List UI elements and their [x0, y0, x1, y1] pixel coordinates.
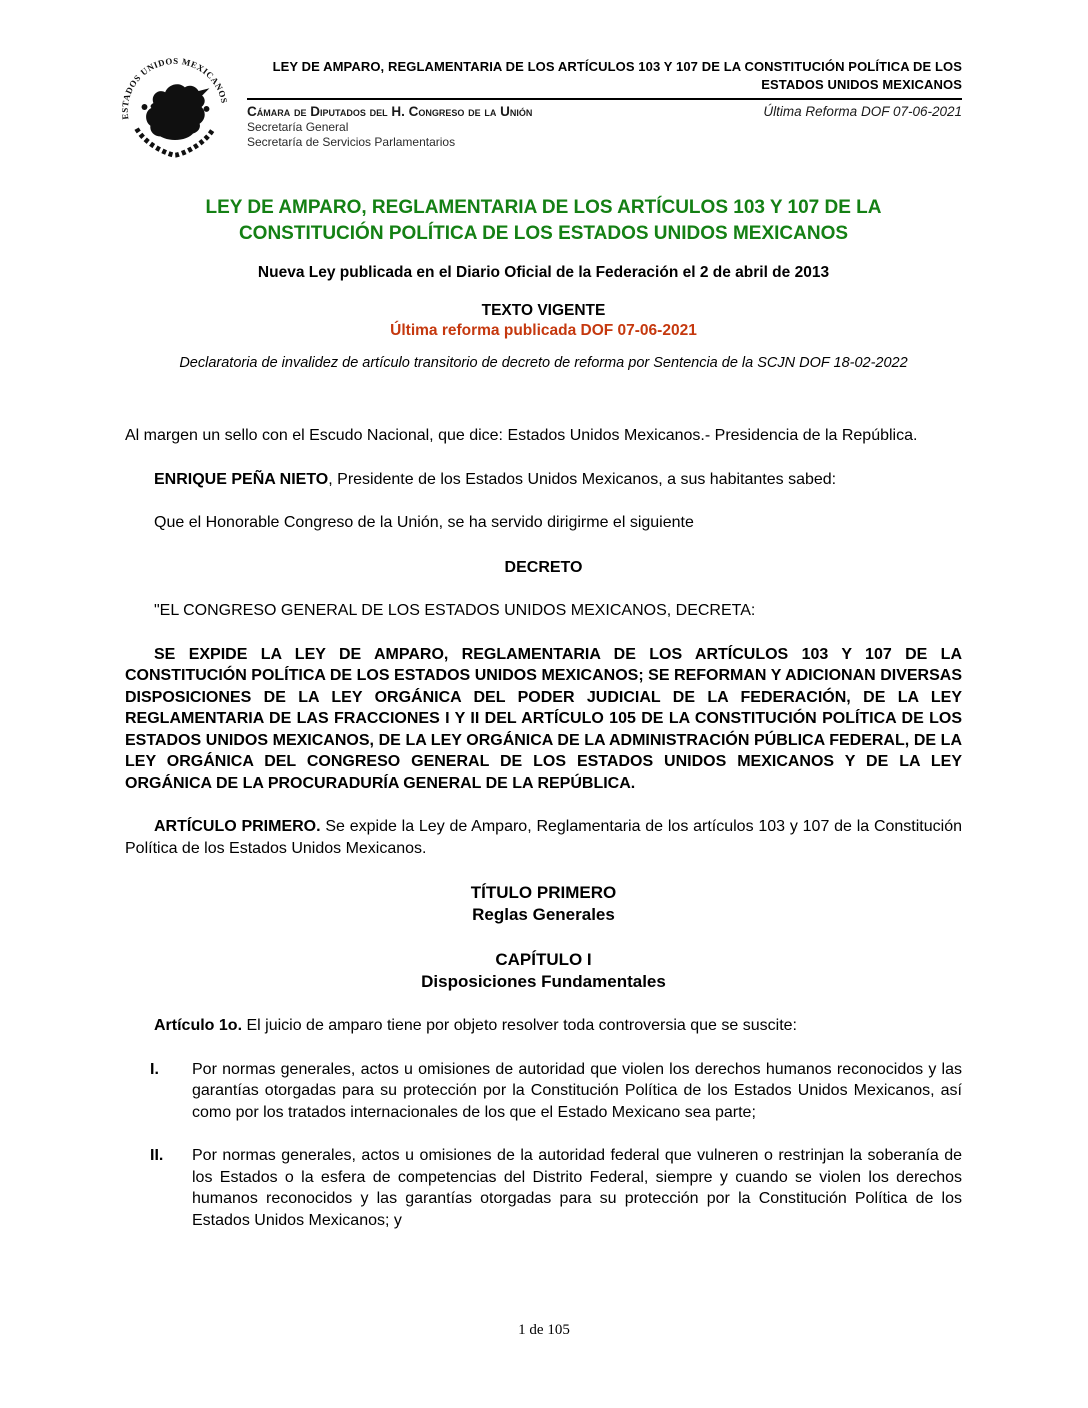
- capitulo-i-line1: CAPÍTULO I: [495, 950, 592, 969]
- secretariat-general: Secretaría General: [247, 120, 349, 134]
- document-body: [0, 195, 1088, 1231]
- paragraph-enrique-rest: , Presidente de los Estados Unidos Mexicanos, a sus habitantes sabed:: [328, 470, 837, 488]
- heading-titulo-primero: [125, 882, 962, 926]
- fraccion-2-numeral: II.: [150, 1147, 164, 1164]
- heading-capitulo-i: [125, 949, 962, 993]
- texto-vigente-label: TEXTO VIGENTE: [481, 302, 606, 319]
- paragraph-se-expide: SE EXPIDE LA LEY DE AMPARO, REGLAMENTARIA DE LOS ARTÍCULOS 103 Y 107 DE LA CONSTITUCIÓN POLÍTICA DE LOS ESTADOS UNIDOS MEXICANOS; SE REFORMAN Y ADICIONAN DIVERSAS DISPOSICIONES DE LA LEY ORGÁNICA DEL PODER JUDICIAL DE LA FEDERACIÓN, DE LA LEY REGLAMENTARIA DE LAS FRACCIONES I Y II DEL ARTÍCULO 105 DE LA CONSTITUCIÓN POLÍTICA DE LOS ESTADOS UNIDOS MEXICANOS, DE LA LEY ORGÁNICA DE LA ADMINISTRACIÓN PÚBLICA FEDERAL, DE LA LEY ORGÁNICA DEL CONGRESO GENERAL DE LOS ESTADOS UNIDOS MEXICANOS Y DE LA LEY ORGÁNICA DE LA PROCURADURÍA GENERAL DE LA REPÚBLICA.: [125, 645, 962, 792]
- paragraph-al-margen: Al margen un sello con el Escudo Nacional, que dice: Estados Unidos Mexicanos.- Presidencia de la República.: [125, 427, 918, 444]
- fraccion-2-text: Por normas generales, actos u omisiones de la autoridad federal que vulneren o restrinjan la soberanía de los Estados o la esfera de competencias del Distrito Federal, siempre y cuando se violen los derechos humanos reconocidos y las garantías otorgadas para su protección por la Constitución Política de los Estados Unidos Mexicanos; y: [192, 1147, 962, 1229]
- fraccion-1-text: Por normas generales, actos u omisiones de autoridad que violen los derechos humanos reconocidos y las garantías otorgadas para su protección por la Constitución Política de los Estados Unidos Mexicanos, así como por los tratados internacionales de los que el Estado Mexicano sea parte;: [192, 1060, 962, 1121]
- issuer-block: [247, 104, 532, 150]
- header-meta-row: [247, 104, 962, 150]
- national-seal-icon: [111, 46, 239, 168]
- paragraph-congreso-decreta: "EL CONGRESO GENERAL DE LOS ESTADOS UNIDOS MEXICANOS, DECRETA:: [154, 602, 756, 619]
- articulo-primero-rest: Se expide la Ley de Amparo, Reglamentaria de los artículos 103 y 107 de la Constitución Política de los Estados Unidos Mexicanos.: [125, 818, 962, 857]
- paragraph-articulo-primero: [125, 816, 962, 859]
- header-divider: [247, 98, 962, 100]
- fraccion-1-numeral: I.: [150, 1060, 159, 1078]
- paragraph-que-congreso: Que el Honorable Congreso de la Unión, se ha servido dirigirme el siguiente: [154, 514, 694, 531]
- page-number: 1 de 105: [518, 1322, 570, 1338]
- paragraph-enrique: [125, 469, 962, 491]
- page-header: [0, 0, 1088, 168]
- articulo-1o-rest: El juicio de amparo tiene por objeto resolver toda controversia que se suscite:: [242, 1017, 797, 1034]
- header-title-line1: LEY DE AMPARO, REGLAMENTARIA DE LOS ARTÍCULOS 103 Y 107 DE LA CONSTITUCIÓN POLÍTICA DE LOS: [272, 59, 962, 74]
- paragraph-articulo-1o: [125, 1015, 962, 1037]
- articulo-1o-lead: Artículo 1o.: [154, 1017, 243, 1034]
- articulo-primero-lead: ARTÍCULO PRIMERO.: [154, 818, 321, 835]
- svg-text:ESTADOS UNIDOS MEXICANOS: ESTADOS UNIDOS MEXICANOS: [119, 55, 230, 121]
- president-name: ENRIQUE PEÑA NIETO: [154, 470, 329, 488]
- header-title-line2: ESTADOS UNIDOS MEXICANOS: [761, 77, 962, 92]
- fraccion-item-2: [125, 1145, 962, 1231]
- declaratoria-note: Declaratoria de invalidez de artículo transitorio de decreto de reforma por Sentencia de la SCJN DOF 18-02-2022: [179, 355, 908, 371]
- publication-note: Nueva Ley publicada en el Diario Oficial de la Federación el 2 de abril de 2013: [257, 264, 830, 281]
- law-title-line1: LEY DE AMPARO, REGLAMENTARIA DE LOS ARTÍCULOS 103 Y 107 DE LA: [205, 197, 882, 218]
- titulo-primero-line1: TÍTULO PRIMERO: [470, 883, 617, 902]
- law-title-line2: CONSTITUCIÓN POLÍTICA DE LOS ESTADOS UNIDOS MEXICANOS: [238, 223, 849, 244]
- chamber-name: Cámara de Diputados del H. Congreso de la Unión: [247, 104, 533, 119]
- fraccion-item-1: [125, 1059, 962, 1124]
- header-right-block: [247, 46, 962, 150]
- ultima-reforma-label: Última reforma publicada DOF 07-06-2021: [390, 322, 697, 339]
- capitulo-i-line2: Disposiciones Fundamentales: [421, 972, 666, 991]
- heading-decreto: DECRETO: [504, 558, 583, 576]
- secretariat-services: Secretaría de Servicios Parlamentarios: [247, 135, 456, 149]
- law-title: [125, 195, 962, 247]
- header-document-title: [247, 58, 962, 94]
- last-reform-note: Última Reforma DOF 07-06-2021: [763, 104, 962, 119]
- titulo-primero-line2: Reglas Generales: [472, 905, 615, 924]
